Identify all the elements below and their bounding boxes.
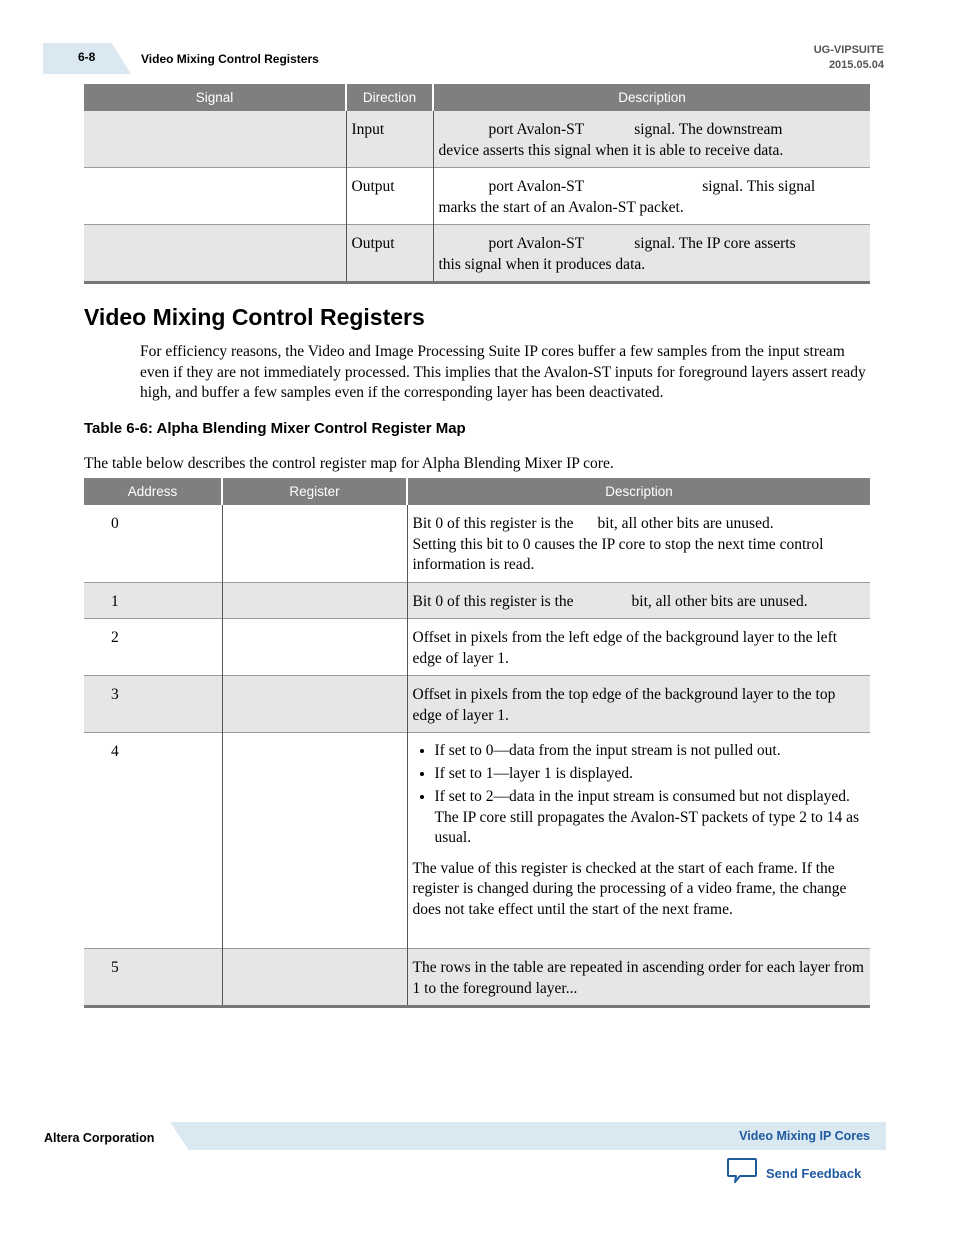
speech-bubble-icon bbox=[726, 1157, 758, 1190]
description-cell: port Avalon-ST signal. The downstream device asserts this signal when it is able to receive data. bbox=[433, 111, 870, 168]
column-header-description: Description bbox=[407, 478, 870, 505]
table-row bbox=[84, 168, 870, 225]
document-id: UG-VIPSUITE bbox=[813, 44, 884, 56]
chapter-link[interactable]: Video Mixing IP Cores bbox=[739, 1129, 870, 1143]
document-date: 2015.05.04 bbox=[828, 59, 884, 71]
list-item: • If set to 1—layer 1 is displayed. bbox=[435, 764, 866, 785]
description-cell: Offset in pixels from the left edge of the background layer to the left edge of layer 1. bbox=[407, 619, 870, 676]
direction-cell: Input bbox=[346, 111, 433, 168]
table-row bbox=[84, 676, 870, 733]
direction-cell: Output bbox=[346, 225, 433, 283]
table-intro-text: The table below describes the control register map for Alpha Blending Mixer IP core. bbox=[84, 455, 614, 472]
direction-cell: Output bbox=[346, 168, 433, 225]
address-cell: 3 bbox=[84, 676, 222, 733]
register-cell bbox=[222, 949, 407, 1007]
bullet-list bbox=[413, 741, 866, 849]
address-cell: 4 bbox=[84, 733, 222, 949]
description-cell: Bit 0 of this register is the bit, all other bits are unused. bbox=[407, 582, 870, 619]
table-caption: Table 6-6: Alpha Blending Mixer Control Register Map bbox=[84, 420, 466, 437]
column-header-direction: Direction bbox=[346, 84, 433, 111]
page-number: 6-8 bbox=[78, 50, 96, 64]
address-cell: 2 bbox=[84, 619, 222, 676]
signal-cell bbox=[84, 225, 346, 283]
register-map-table bbox=[84, 478, 870, 1008]
table-row bbox=[84, 619, 870, 676]
description-cell bbox=[407, 733, 870, 949]
footer-company: Altera Corporation bbox=[44, 1131, 155, 1145]
signal-cell bbox=[84, 168, 346, 225]
list-item: • If set to 0—data from the input stream is not pulled out. bbox=[435, 741, 866, 762]
signal-table bbox=[84, 84, 870, 284]
table-header-row bbox=[84, 478, 870, 505]
document-id-block bbox=[814, 43, 884, 73]
column-header-signal: Signal bbox=[84, 84, 346, 111]
running-header-title: Video Mixing Control Registers bbox=[141, 52, 319, 66]
register-cell bbox=[222, 582, 407, 619]
description-cell: port Avalon-ST signal. The IP core asserts this signal when it produces data. bbox=[433, 225, 870, 283]
column-header-description: Description bbox=[433, 84, 870, 111]
table-row bbox=[84, 582, 870, 619]
register-cell bbox=[222, 619, 407, 676]
description-cell: Bit 0 of this register is the bit, all other bits are unused. Setting this bit to 0 causes the IP core to stop the next time control information is read. bbox=[407, 505, 870, 582]
table-row bbox=[84, 733, 870, 949]
table-row bbox=[84, 949, 870, 1007]
address-cell: 5 bbox=[84, 949, 222, 1007]
table-row bbox=[84, 111, 870, 168]
register-note: The value of this register is checked at the start of each frame. If the register is changed during the processing of a video frame, the change does not take effect until the start of the next frame. bbox=[412, 859, 847, 918]
address-cell: 1 bbox=[84, 582, 222, 619]
table-row bbox=[84, 505, 870, 582]
register-cell bbox=[222, 505, 407, 582]
description-cell: The rows in the table are repeated in ascending order for each layer from 1 to the foreground layer... bbox=[407, 949, 870, 1007]
section-heading: Video Mixing Control Registers bbox=[84, 304, 425, 330]
register-cell bbox=[222, 676, 407, 733]
column-header-register: Register bbox=[222, 478, 407, 505]
send-feedback-link[interactable] bbox=[726, 1158, 861, 1188]
list-item: • If set to 2—data in the input stream is consumed but not displayed. The IP core still propagates the Avalon-ST packets of type 2 to 14 as usual. bbox=[435, 787, 866, 849]
signal-cell bbox=[84, 111, 346, 168]
table-row bbox=[84, 225, 870, 283]
description-cell: Offset in pixels from the top edge of the background layer to the top edge of layer 1. bbox=[407, 676, 870, 733]
description-cell: port Avalon-ST signal. This signal marks the start of an Avalon-ST packet. bbox=[433, 168, 870, 225]
register-cell bbox=[222, 733, 407, 949]
address-cell: 0 bbox=[111, 515, 119, 532]
table-header-row bbox=[84, 84, 870, 111]
column-header-address: Address bbox=[84, 478, 222, 505]
section-intro-paragraph: For efficiency reasons, the Video and Image Processing Suite IP cores buffer a few samples from the input stream even if they are not immediately processed. This implies that the Avalon-ST inputs for foreground layers assert ready high, and buffer a few samples even if the corresponding layer has been deactivated. bbox=[140, 343, 866, 401]
send-feedback-label: Send Feedback bbox=[766, 1165, 862, 1181]
